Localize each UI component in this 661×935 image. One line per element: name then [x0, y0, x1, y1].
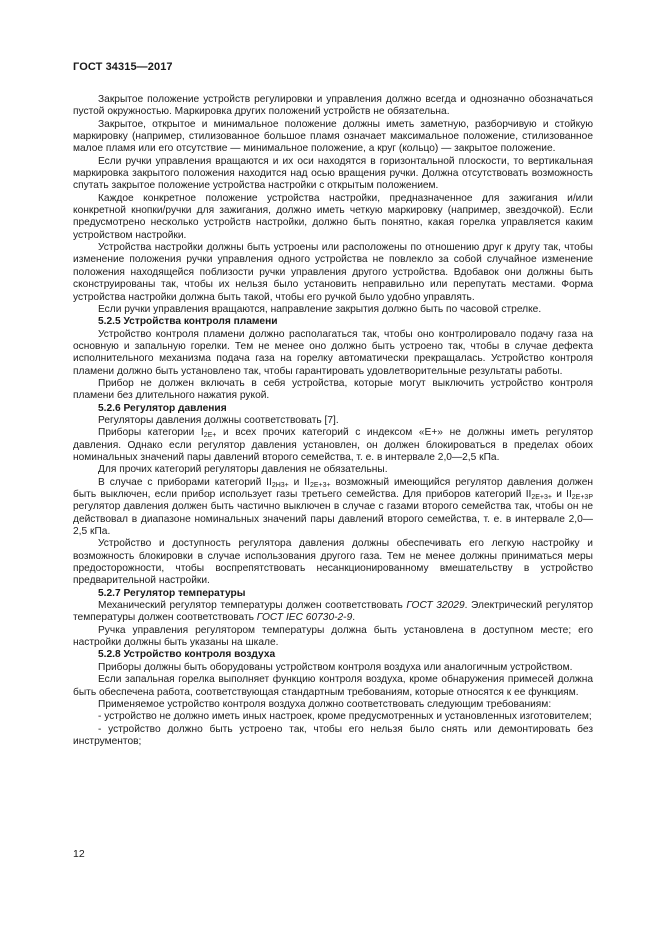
text-run: возможный имеющийся регулятор давления должен быть выключен, если прибор использует газы третьего семейства. Для приборов категорий II	[73, 476, 593, 500]
paragraph: Если ручки управления вращаются и их оси находятся в горизонтальной плоскости, то вертикальная маркировка закрытого положения находится над осью вращения ручки. Должна отсутствовать возможность спутать закрытое положение устройства настройки с открытым положением.	[73, 155, 593, 192]
paragraph: Для прочих категорий регуляторы давления не обязательны.	[98, 464, 388, 476]
document-header: ГОСТ 34315—2017	[73, 61, 173, 73]
paragraph: Устройство контроля пламени должно располагаться так, чтобы оно контролировало подачу газа на основную и запальную горелки. Тем не менее оно должно быть устроено так, чтобы в случае дефекта исполнительного механизма подача газа на горелку автоматически прекращалась. Устройство контроля пламени должно быть установлено так, чтобы гарантировать удовлетворительные результаты работы.	[73, 328, 593, 377]
list-item: - устройство не должно иметь иных настроек, кроме предусмотренных и установленных изготовителем;	[98, 711, 592, 723]
paragraph: Устройство и доступность регулятора давления должны обеспечивать его легкую настройку и возможность блокировки в случае использования другого газа. Тем не менее должны приниматься меры предосторожности, чтобы воспрепятствовать несанкционированному вмешательству в устройство предварительной настройки.	[73, 538, 593, 587]
paragraph: Устройства настройки должны быть устроены или расположены по отношению друг к другу так, чтобы изменение положения ручки управления одного устройства не повлекло за собой случайное изменение положения находящейся поблизости ручки управления другого устройства. Вдобавок они должны быть сконструированы так, чтобы их нельзя было установить неправильно или перепутать местами. Форма устройства настройки должна быть такой, чтобы его ручкой было удобно управлять.	[73, 242, 593, 303]
paragraph: Приборы должны быть оборудованы устройством контроля воздуха или аналогичным устройством.	[98, 661, 573, 673]
subscript: 2E+3+	[309, 481, 331, 489]
section-heading: 5.2.5 Устройства контроля пламени	[98, 316, 278, 328]
subscript: 2E+3P	[571, 494, 593, 501]
page-number: 12	[73, 848, 85, 860]
text-run: .	[352, 612, 356, 624]
document-body	[73, 94, 593, 748]
text-run: и всех прочих категорий с индексом «E+» не должны иметь регулятор давления. Однако если регулятор давления установлен, он должен блокироваться в пределах обоих номинальных значений пары давлений второго семейства, т. е. в интервале 2,0—2,5 кПа.	[73, 427, 593, 463]
section-heading: 5.2.8 Устройство контроля воздуха	[98, 649, 276, 661]
standard-reference: ГОСТ 32029	[406, 600, 465, 612]
section-heading: 5.2.6 Регулятор давления	[98, 402, 227, 414]
paragraph	[73, 600, 593, 625]
subscript: 2E+	[203, 432, 217, 440]
paragraph: Если запальная горелка выполняет функцию контроля воздуха, кроме обнаружения примесей должна быть обеспечена работа, соответствующая стандартным требованиям, которые относятся к ее функциям.	[73, 674, 593, 698]
text-run: . Электрический регулятор температуры должен соответствовать	[73, 600, 593, 624]
subscript: 2H3+	[271, 481, 289, 489]
paragraph: Применяемое устройство контроля воздуха должно соответствовать следующим требованиям:	[98, 698, 552, 710]
paragraph: Каждое конкретное положение устройства настройки, предназначенное для зажигания и/или конкретной кнопки/ручки для зажигания, должно иметь четкую маркировку (например, звездочкой). Если предусмотрено несколько устройств настройки, должно быть понятно, какая горелка управляется каким устройством настройки.	[73, 192, 593, 241]
paragraph: Если ручки управления вращаются, направление закрытия должно быть по часовой стрелке.	[98, 303, 542, 315]
standard-reference: ГОСТ IEC 60730-2-9	[256, 612, 353, 624]
paragraph: Закрытое положение устройств регулировки и управления должно всегда и однозначно обозначаться пустой окружностью. Маркировка других положений устройств не обязательна.	[73, 94, 593, 118]
paragraph: Прибор не должен включать в себя устройства, которые могут выключить устройство контроля пламени без длительного нажатия рукой.	[73, 377, 593, 402]
paragraph: Закрытое, открытое и минимальное положение должны иметь заметную, разборчивую и стойкую маркировку (например, стилизованное большое пламя означает максимальное положение, стилизованное малое пламя или его отсутствие — минимальное положение, а круг (кольцо) — закрытое положение.	[73, 118, 593, 155]
paragraph: Ручка управления регулятором температуры должна быть установлена в доступном месте; его настройки должны быть указаны на шкале.	[73, 624, 593, 649]
text-run: и II	[288, 476, 310, 488]
text-run: Приборы категории I	[98, 427, 204, 439]
paragraph	[73, 477, 593, 539]
subscript: 2E+3+	[531, 494, 552, 501]
section-heading: 5.2.7 Регулятор температуры	[98, 587, 246, 599]
text-run: В случае с приборами категорий II	[98, 476, 272, 488]
text-run: регулятор давления должен быть частично выключен в случае с газами второго семейства так, чтобы он не действовал в диапазоне номинальных значений пары давлений второго семейства, т. е. в интервале 2,0—2,5 кПа.	[73, 501, 593, 538]
paragraph: Регуляторы давления должны соответствовать [7].	[98, 414, 339, 426]
list-item: - устройство должно быть устроено так, чтобы его нельзя было снять или демонтировать без инструментов;	[73, 723, 593, 747]
paragraph	[73, 427, 593, 464]
text-run: и II	[552, 489, 572, 500]
text-run: Механический регулятор температуры должен соответствовать	[98, 600, 407, 612]
